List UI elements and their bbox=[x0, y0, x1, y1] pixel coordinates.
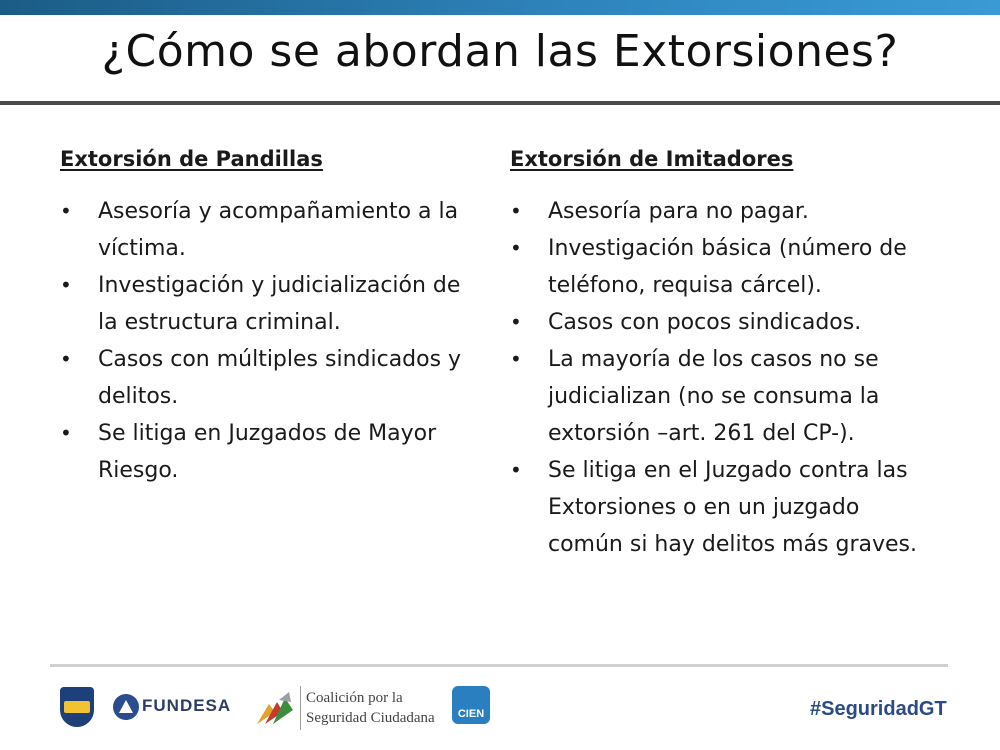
coalicion-label bbox=[306, 688, 435, 728]
list-item bbox=[60, 415, 485, 489]
list-item bbox=[60, 193, 485, 267]
bullet-icon: • bbox=[60, 199, 72, 223]
bullet-icon: • bbox=[60, 347, 72, 371]
top-accent-bar bbox=[0, 0, 1000, 15]
title-divider bbox=[0, 101, 1000, 105]
bullet-icon: • bbox=[510, 347, 522, 371]
left-column-heading: Extorsión de Pandillas bbox=[60, 147, 323, 171]
right-column bbox=[510, 147, 930, 563]
left-bullet-list bbox=[60, 193, 485, 489]
coalicion-divider bbox=[300, 686, 301, 730]
list-item bbox=[510, 452, 930, 563]
bullet-icon: • bbox=[510, 199, 522, 223]
cien-logo-icon bbox=[452, 686, 490, 724]
list-item bbox=[510, 193, 930, 230]
list-item-text: La mayoría de los casos no se judicializan (no se consuma la extorsión –art. 261 del CP-). bbox=[548, 347, 880, 446]
list-item-text: Casos con múltiples sindicados y delitos. bbox=[98, 347, 462, 409]
list-item-text: Se litiga en el Juzgado contra las Extorsiones o en un juzgado común si hay delitos más graves. bbox=[548, 458, 918, 557]
bullet-icon: • bbox=[510, 236, 522, 260]
footer-divider bbox=[50, 664, 948, 667]
coalicion-label-line2: Seguridad Ciudadana bbox=[306, 710, 435, 726]
fundesa-logo-icon bbox=[113, 694, 139, 720]
right-column-heading: Extorsión de Imitadores bbox=[510, 147, 794, 171]
bullet-icon: • bbox=[60, 273, 72, 297]
coalicion-logo-icon bbox=[255, 690, 295, 726]
list-item-text: Investigación y judicialización de la estructura criminal. bbox=[98, 273, 461, 335]
bullet-icon: • bbox=[60, 421, 72, 445]
list-item-text: Asesoría para no pagar. bbox=[548, 199, 809, 224]
list-item bbox=[60, 341, 485, 415]
bullet-icon: • bbox=[510, 458, 522, 482]
fundesa-label: FUNDESA bbox=[142, 696, 232, 715]
slide-title: ¿Cómo se abordan las Extorsiones? bbox=[101, 26, 899, 77]
list-item bbox=[510, 341, 930, 452]
list-item-text: Casos con pocos sindicados. bbox=[548, 310, 862, 335]
cien-label: CIEN bbox=[457, 708, 485, 720]
bullet-icon: • bbox=[510, 310, 522, 334]
footer-logos bbox=[0, 672, 1000, 750]
hashtag-label: #SeguridadGT bbox=[810, 698, 947, 720]
list-item bbox=[510, 304, 930, 341]
crime-stoppers-logo-icon bbox=[60, 687, 94, 727]
left-column bbox=[60, 147, 485, 489]
list-item-text: Se litiga en Juzgados de Mayor Riesgo. bbox=[98, 421, 437, 483]
list-item bbox=[60, 267, 485, 341]
list-item bbox=[510, 230, 930, 304]
right-bullet-list bbox=[510, 193, 930, 563]
list-item-text: Asesoría y acompañamiento a la víctima. bbox=[98, 199, 459, 261]
coalicion-label-line1: Coalición por la bbox=[306, 690, 403, 706]
list-item-text: Investigación básica (número de teléfono, requisa cárcel). bbox=[548, 236, 907, 298]
